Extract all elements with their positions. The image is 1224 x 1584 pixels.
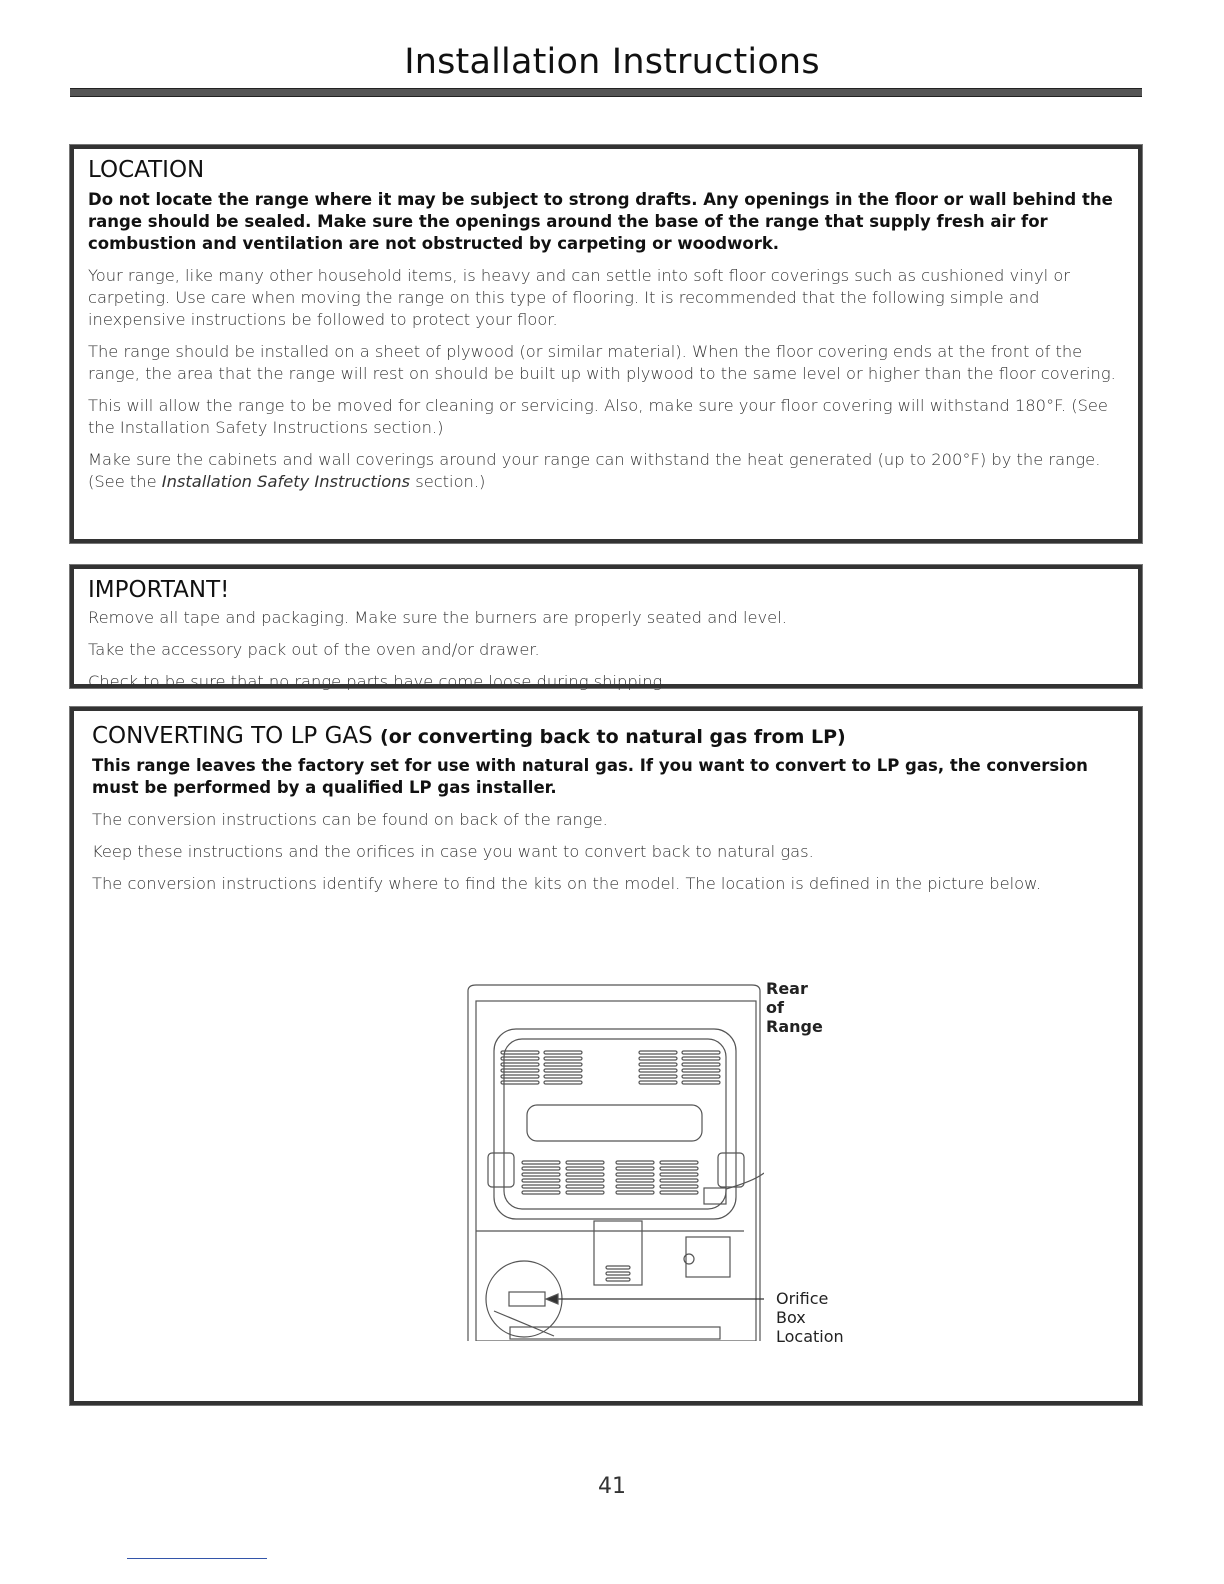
vent-slot	[639, 1051, 677, 1054]
location-paragraph: Your range, like many other household items, is heavy and can settle into soft floor coverings such as cushioned vinyl or carpeting. Use care when moving the range on this type of flooring. It is recommended that the following simple and inexpensive instructions be followed to protect your floor.	[88, 266, 1070, 329]
location-paragraph: The range should be installed on a sheet of plywood (or similar material). When the floor covering ends at the front of the range, the area that the range will rest on should be built up with plywood to the same level or higher than the floor covering.	[88, 342, 1116, 383]
vent-slot	[544, 1069, 582, 1072]
vent-slot	[522, 1191, 560, 1194]
location-paragraph: This will allow the range to be moved for cleaning or servicing. Also, make sure your floor covering will withstand 180°F. (See the Installation Safety Instructions section.)	[88, 396, 1108, 437]
italic-reference: Installation Safety Instructions	[161, 472, 411, 491]
location-section	[70, 145, 1142, 543]
vent-slot	[660, 1161, 698, 1164]
vent-slot	[639, 1063, 677, 1066]
vent-slot	[501, 1069, 539, 1072]
rear-of-range-label: Rear of Range	[766, 979, 823, 1036]
vent-slot	[606, 1278, 630, 1281]
converting-paragraph: The conversion instructions identify where to find the kits on the model. The location is defined in the picture below.	[92, 874, 1042, 893]
vent-slot	[660, 1173, 698, 1176]
vent-slot	[522, 1185, 560, 1188]
vent-slot	[522, 1179, 560, 1182]
vent-slot	[639, 1081, 677, 1084]
text: Make sure the cabinets and wall coverings around your range can withstand the heat generated (up to 200°F) by the range. (See the	[88, 450, 1101, 491]
vent-slot	[616, 1173, 654, 1176]
important-item: Take the accessory pack out of the oven and/or drawer.	[88, 640, 540, 659]
vent-slot	[501, 1063, 539, 1066]
vent-slot	[660, 1179, 698, 1182]
important-heading: IMPORTANT!	[88, 577, 230, 603]
important-item: Check to be sure that no range parts have come loose during shipping.	[88, 672, 668, 691]
orifice-box-location-label: Orifice Box Location	[776, 1289, 844, 1346]
converting-title: CONVERTING TO LP GAS	[92, 723, 373, 749]
location-warning: Do not locate the range where it may be subject to strong drafts. Any openings in the floor or wall behind the range should be sealed. Make sure the openings around the base of the range that supply fresh air for combustion and ventilation are not obstructed by carpeting or woodwork.	[88, 190, 1113, 253]
vent-slot	[616, 1185, 654, 1188]
vent-slot	[544, 1051, 582, 1054]
vent-slot	[682, 1081, 720, 1084]
vent-slot	[616, 1167, 654, 1170]
vent-slot	[566, 1167, 604, 1170]
vent-slot	[606, 1272, 630, 1275]
vent-slot	[501, 1051, 539, 1054]
important-section	[70, 565, 1142, 691]
location-heading: LOCATION	[88, 157, 205, 183]
converting-warning: This range leaves the factory set for use with natural gas. If you want to convert to LP gas, the conversion must be performed by a qualified LP gas installer.	[92, 756, 1088, 797]
vent-slot	[639, 1069, 677, 1072]
vent-slot	[501, 1057, 539, 1060]
converting-subtitle: (or converting back to natural gas from LP)	[380, 726, 846, 748]
vent-slot	[639, 1057, 677, 1060]
vent-slot	[682, 1069, 720, 1072]
converting-section	[70, 707, 1142, 1405]
vent-slot	[660, 1167, 698, 1170]
footer-line	[127, 1558, 267, 1559]
vent-slot	[566, 1179, 604, 1182]
vent-slot	[682, 1075, 720, 1078]
vent-slot	[566, 1173, 604, 1176]
vent-slot	[606, 1266, 630, 1269]
vent-slot	[639, 1075, 677, 1078]
vent-slot	[501, 1075, 539, 1078]
location-paragraph	[88, 449, 1124, 493]
vent-slot	[522, 1173, 560, 1176]
vent-slot	[616, 1191, 654, 1194]
vent-slot	[566, 1191, 604, 1194]
vent-slot	[522, 1161, 560, 1164]
converting-heading	[92, 723, 1120, 749]
vent-slot	[544, 1057, 582, 1060]
title-rule	[70, 88, 1142, 97]
vent-slot	[660, 1191, 698, 1194]
vent-slot	[566, 1185, 604, 1188]
vent-slot	[544, 1081, 582, 1084]
vent-slot	[682, 1057, 720, 1060]
vent-slot	[544, 1075, 582, 1078]
vent-slot	[522, 1167, 560, 1170]
vent-slot	[616, 1179, 654, 1182]
page-number: 41	[598, 1474, 626, 1499]
converting-paragraph: Keep these instructions and the orifices in case you want to convert back to natural gas.	[92, 842, 814, 861]
rear-of-range-diagram	[464, 979, 844, 1346]
vent-slot	[660, 1185, 698, 1188]
vent-slot	[501, 1081, 539, 1084]
vent-slot	[682, 1051, 720, 1054]
page-title: Installation Instructions	[404, 42, 820, 82]
important-item: Remove all tape and packaging. Make sure the burners are properly seated and level.	[88, 608, 787, 627]
vent-slot	[544, 1063, 582, 1066]
vent-slot	[682, 1063, 720, 1066]
vent-slot	[566, 1161, 604, 1164]
vent-slot	[616, 1161, 654, 1164]
text: section.)	[410, 472, 486, 491]
converting-paragraph: The conversion instructions can be found on back of the range.	[92, 810, 608, 829]
